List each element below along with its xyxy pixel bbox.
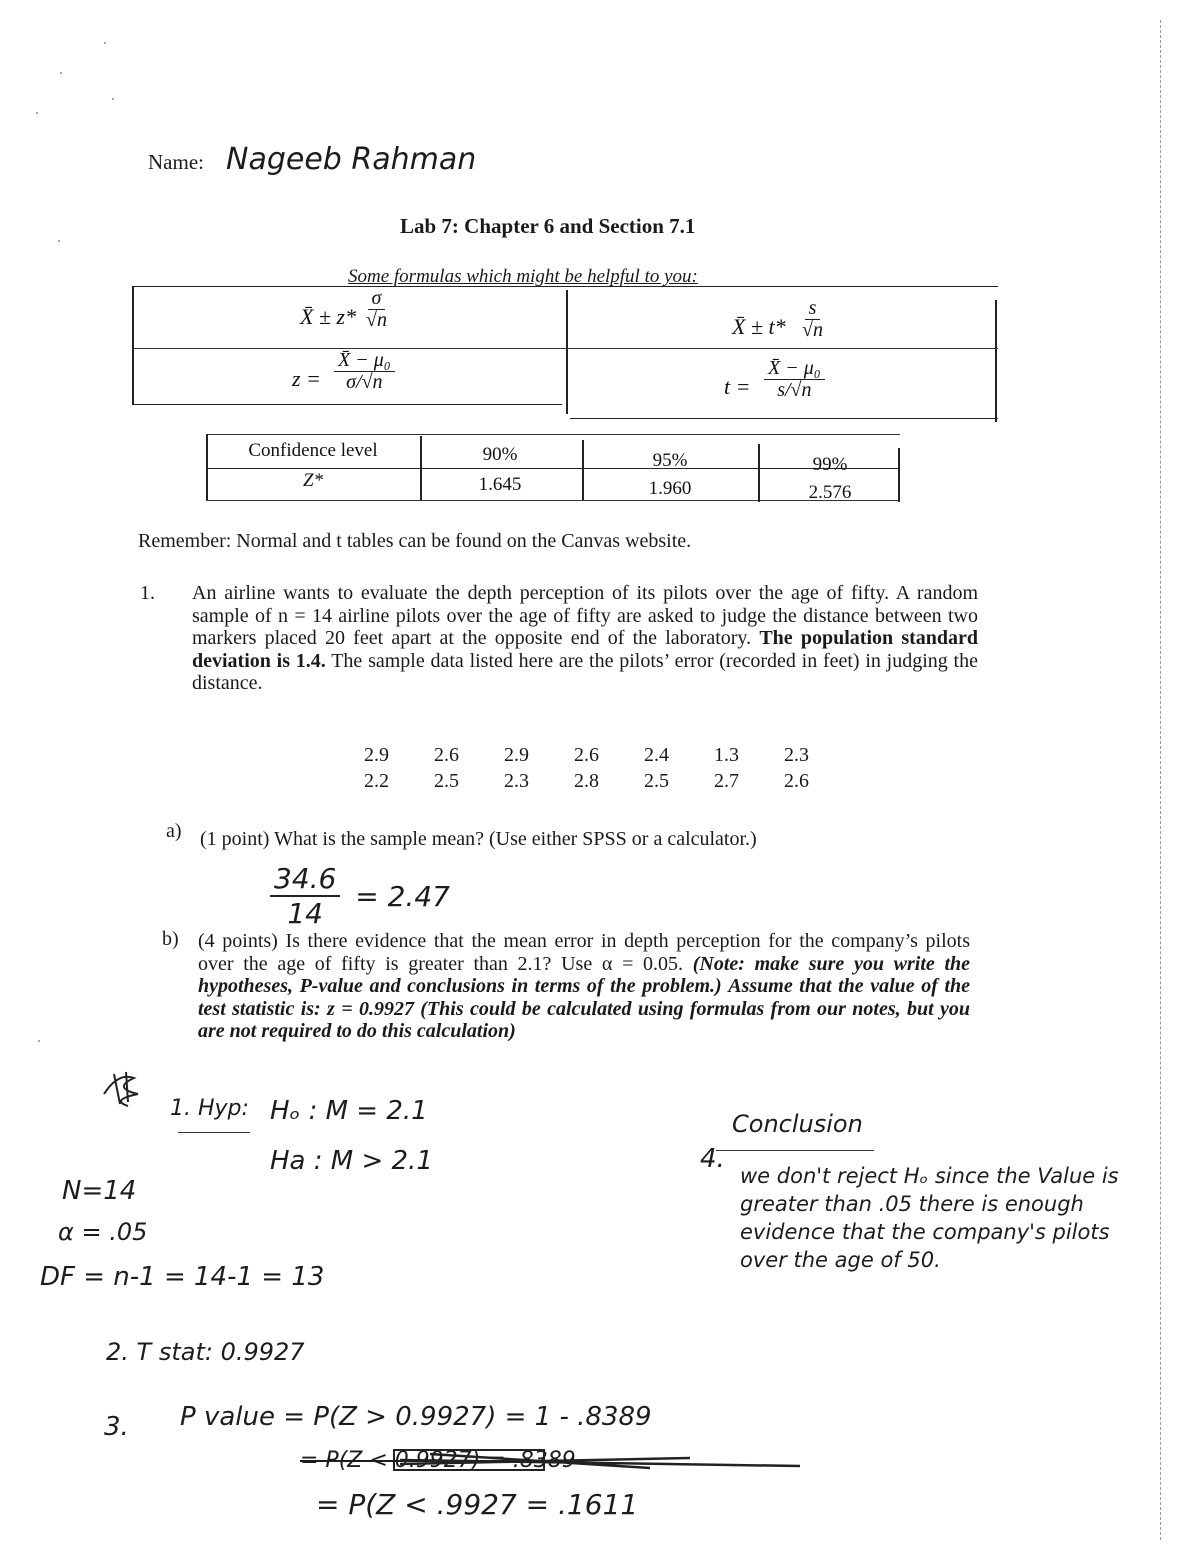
conclusion-text: we don't reject Hₒ since the Value is greater than .05 there is enough evidence that the company's pilots over the age of 50. [740, 1164, 1119, 1272]
step3-label: 3. [104, 1412, 129, 1442]
data-row-2 [364, 770, 854, 793]
z-num: X̄ − μ₀ [334, 350, 395, 372]
question-text [192, 582, 978, 695]
name-label: Name: [148, 150, 204, 174]
remember-note: Remember: Normal and t tables can be found on the Canvas website. [138, 530, 692, 552]
page-title: Lab 7: Chapter 6 and Section 7.1 [400, 214, 696, 238]
final-pvalue-line: = P(Z < .9927 = .1611 [316, 1488, 639, 1521]
ci-t-fraction [798, 298, 827, 341]
sample-size-note: N=14 [62, 1176, 137, 1206]
part-b-text [198, 930, 970, 1043]
part-a-answer-result: = 2.47 [355, 879, 450, 913]
ci-z-left: X̄ ± z* [300, 304, 357, 329]
data-value: 2.5 [644, 770, 669, 792]
question-number: 1. [140, 582, 155, 604]
ci-z-den: √n [366, 309, 387, 331]
data-value: 2.6 [574, 744, 599, 766]
conclusion-title: Conclusion [732, 1110, 863, 1138]
scratch-out [390, 1446, 810, 1476]
part-a-answer [270, 862, 450, 930]
data-value: 2.7 [714, 770, 739, 792]
part-a-answer-den: 14 [287, 897, 323, 930]
conf-z-95: 1.960 [648, 478, 692, 499]
data-value: 2.6 [434, 744, 459, 766]
z-left: z = [292, 366, 321, 391]
data-value: 2.9 [364, 744, 389, 766]
ci-z-num: σ [368, 288, 386, 310]
ci-t-left: X̄ ± t* [732, 314, 786, 339]
data-value: 2.5 [434, 770, 459, 792]
part-a-answer-num: 34.6 [270, 862, 340, 897]
z-den: σ/√n [346, 371, 383, 393]
z-fraction [334, 350, 395, 393]
step1-label: 1. Hyp: [170, 1096, 249, 1121]
question-text-part2: The sample data listed here are the pilots’ error (recorded in feet) in judging the distance. [192, 649, 978, 694]
ci-t-num: s [805, 298, 821, 320]
conf-level-90: 90% [482, 444, 518, 465]
part-b-question: (4 points) Is there evidence that the mean error in depth perception for the company’s pilots over the age of fifty is greater than 2.1? Use α = 0.05. [198, 930, 970, 975]
alt-hypothesis: Ha : M > 2.1 [270, 1146, 433, 1176]
part-b-note: (Note: make sure you write the hypotheses, P-value and conclusions in terms of the problem.) Assume that the value of the test statistic is: z = 0.9927 (This could be calculated using formulas from our notes, but you are not required to do this calculation) [198, 952, 970, 1042]
part-a-label: a) [166, 820, 182, 842]
step2-test-stat: 2. T stat: 0.9927 [106, 1338, 305, 1366]
part-b-label: b) [162, 928, 179, 950]
data-value: 2.2 [364, 770, 389, 792]
t-den: s/√n [777, 379, 812, 401]
scribble-mark [98, 1064, 146, 1112]
conf-z-99: 2.576 [808, 482, 852, 503]
data-value: 2.3 [504, 770, 529, 792]
data-value: 2.9 [504, 744, 529, 766]
part-a-text: (1 point) What is the sample mean? (Use either SPSS or a calculator.) [200, 828, 757, 850]
null-hypothesis: Hₒ : M = 2.1 [270, 1096, 428, 1126]
conf-row-label: Z* [302, 470, 324, 491]
data-value: 2.4 [644, 744, 669, 766]
t-left: t = [724, 374, 751, 399]
data-row-1 [364, 744, 854, 767]
data-value: 2.8 [574, 770, 599, 792]
data-value: 2.6 [784, 770, 809, 792]
t-fraction [764, 358, 825, 401]
conf-z-90: 1.645 [478, 474, 522, 495]
ci-t-den: √n [802, 319, 823, 341]
conf-level-99: 99% [812, 454, 848, 475]
step4-label: 4. [700, 1144, 725, 1174]
t-num: X̄ − μ₀ [764, 358, 825, 380]
data-value: 1.3 [714, 744, 739, 766]
df-line: DF = n-1 = 14-1 = 13 [40, 1262, 325, 1292]
conf-level-95: 95% [652, 450, 688, 471]
student-name: Nageeb Rahman [226, 142, 477, 177]
struck-line: = P(Z < 0.9927) = .8389 [300, 1448, 576, 1473]
question-bold-sd: The population standard deviation is 1.4. [192, 627, 979, 672]
formulas-caption: Some formulas which might be helpful to you: [348, 266, 698, 287]
question-text-part1: An airline wants to evaluate the depth perception of its pilots over the age of fifty. A random sample of n = 14 airline pilots over the age of fifty are asked to judge the distance between two markers placed 20 feet apart at the opposite end of the laboratory. [192, 582, 978, 649]
conf-header: Confidence level [248, 440, 378, 461]
pvalue-line: P value = P(Z > 0.9927) = 1 - .8389 [180, 1402, 652, 1432]
alpha-note: α = .05 [58, 1218, 148, 1246]
data-value: 2.3 [784, 744, 809, 766]
ci-z-fraction [362, 288, 391, 331]
